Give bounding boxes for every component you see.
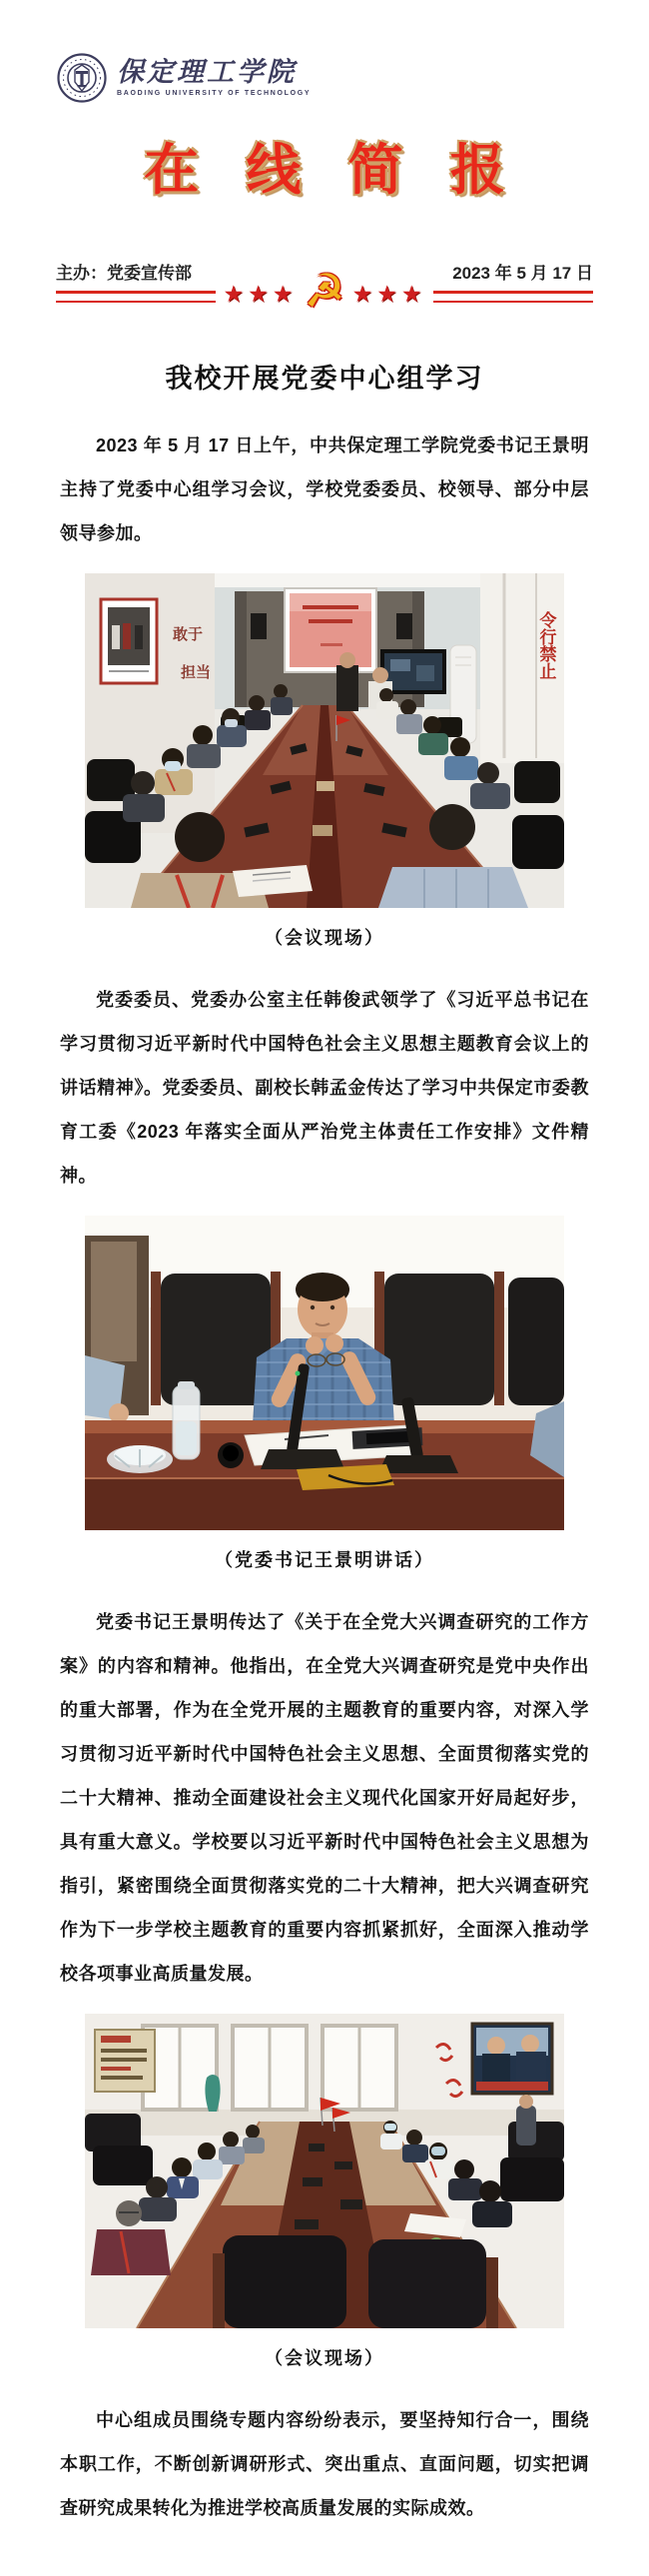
meeting-room-wide-view-photo [85, 573, 564, 908]
masthead-band [56, 255, 593, 317]
article-title: 我校开展党委中心组学习 [165, 363, 484, 394]
paragraph-1: 2023 年 5 月 17 日上午，中共保定理工学院党委书记王景明主持了党委中心组学习会议，学校党委委员、校领导、部分中层领导参加。 [60, 434, 589, 543]
wall-calligraphy-bottom: 担当 [181, 663, 212, 681]
band-decoration [223, 264, 426, 318]
paragraph-3: 党委书记王景明传达了《关于在全党大兴调查研究的工作方案》的内容和精神。他指出，在全党大兴调查研究是党中央作出的重大部署，作为在全党开展的主题教育的重要内容，对深入学习贯彻习近平新时代中国特色社会主义思想、全面贯彻落实党的二十大精神、推动全面建设社会主义现代化国家开好局起好步，具有重大意义。学校要以习近平新时代中国特色社会主义思想为指引，紧密围绕全面贯彻落实党的二十大精神，把大兴调查研究作为下一步学校主题教育的重要内容抓紧抓好，全面深入推动学校各项事业高质量发展。 [60, 1611, 589, 1984]
photo-caption-1: （会议现场） [265, 927, 384, 948]
wall-calligraphy-top: 敢于 [173, 625, 204, 643]
paragraph-2: 党委委员、党委办公室主任韩俊武领学了《习近平总书记在学习贯彻习近平新时代中国特色社会主义思想主题教育会议上的讲话精神》。党委委员、副校长韩孟金传达了学习中共保定市委教育工委《2023 年落实全面从严治党主体责任工作安排》文件精神。 [60, 989, 589, 1186]
logo-text [117, 59, 311, 97]
figure-2 [85, 1216, 564, 1572]
issue-date: 2023 年 5 月 17 日 [452, 263, 593, 283]
hammer-sickle-party-emblem-icon: ☭ [304, 264, 345, 317]
stars-right-icon: ★★★ [351, 281, 426, 307]
figure-3 [85, 2014, 564, 2370]
logo-cn-name: 保定理工学院 [117, 57, 297, 88]
party-secretary-speaking-closeup-photo [85, 1216, 564, 1530]
photo-caption-3: （会议现场） [265, 2347, 384, 2368]
date-block [433, 259, 593, 303]
article [0, 357, 649, 2530]
stars-left-icon: ★★★ [223, 281, 298, 307]
organizer-block [56, 259, 216, 303]
university-logo [56, 52, 649, 104]
university-seal-icon [56, 52, 108, 104]
wall-banner-text: 令行禁止 [536, 610, 556, 679]
paragraph-4: 中心组成员围绕专题内容纷纷表示，要坚持知行合一，围绕本职工作，不断创新调研形式、突出重点、直面问题，切实把调查研究成果转化为推进学校高质量发展的实际成效。 [60, 2409, 589, 2518]
meeting-room-second-view-photo [85, 2014, 564, 2328]
page-header [0, 52, 649, 317]
photo-caption-2: （党委书记王景明讲话） [215, 1549, 434, 1570]
figure-1 [85, 573, 564, 950]
bulletin-title: 在 线 简 报 [144, 139, 521, 201]
double-rule-right [433, 291, 593, 303]
logo-en-name: BAODING UNIVERSITY OF TECHNOLOGY [117, 90, 312, 97]
double-rule-left [56, 291, 216, 303]
organizer-label: 主办：党委宣传部 [56, 263, 192, 283]
